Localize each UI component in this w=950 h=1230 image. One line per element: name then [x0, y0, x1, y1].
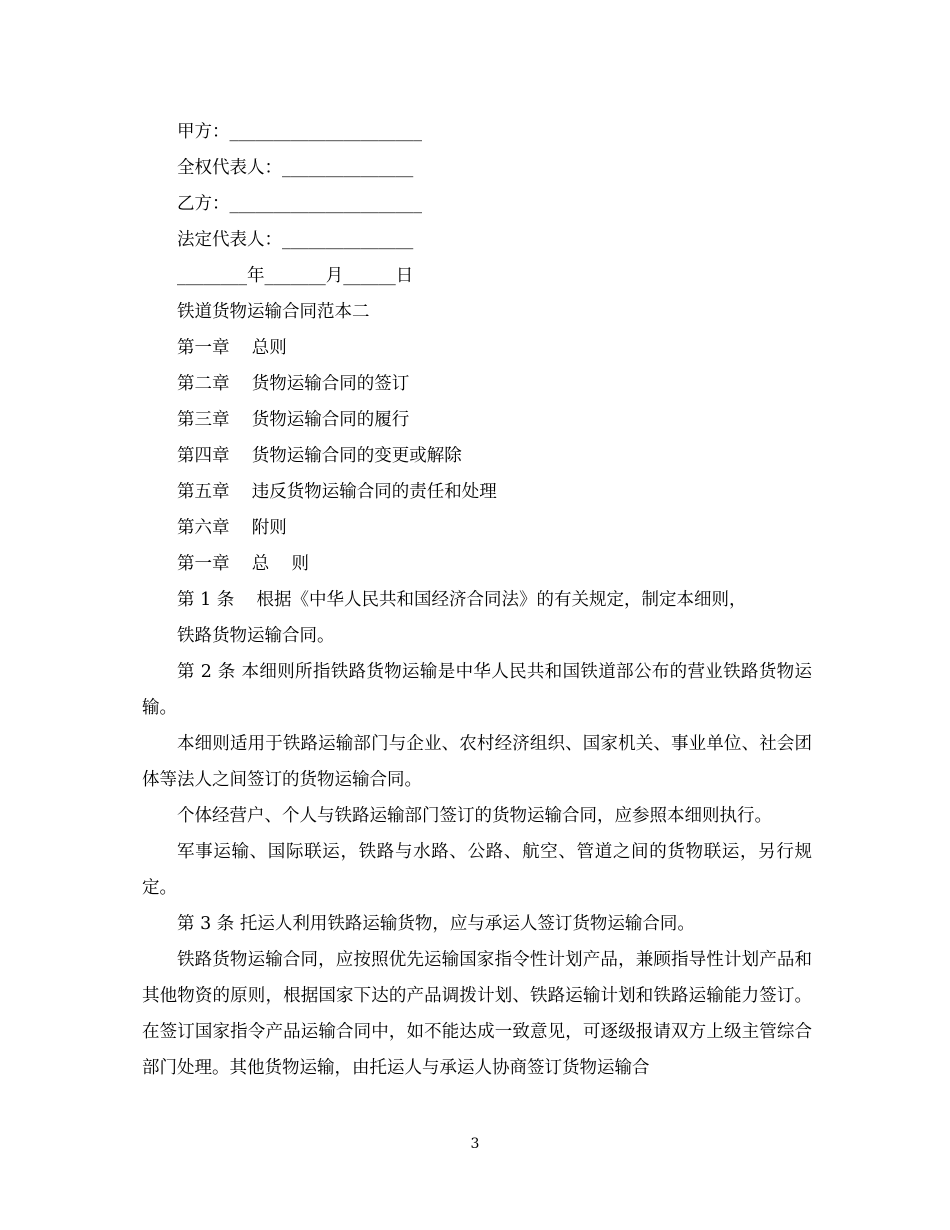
body-paragraph: 军事运输、国际联运，铁路与水路、公路、航空、管道之间的货物联运，另行规定。 [142, 842, 812, 898]
party-b-representative-line: 法定代表人：_______________ [177, 230, 414, 250]
party-a-representative-line: 全权代表人：_______________ [177, 158, 414, 178]
article-1-line-1: 第 1 条 根据《中华人民共和国经济合同法》的有关规定，制定本细则， [177, 590, 747, 610]
toc-item: 第一章 总则 [177, 338, 287, 358]
toc-item: 第五章 违反货物运输合同的责任和处理 [177, 482, 497, 502]
toc-item: 第四章 货物运输合同的变更或解除 [177, 446, 462, 466]
article-3-paragraph: 第 3 条 托运人利用铁路运输货物，应与承运人签订货物运输合同。 [177, 914, 695, 934]
article-1-line-2: 铁路货物运输合同。 [177, 626, 335, 646]
toc-item: 第六章 附则 [177, 518, 287, 538]
chapter-heading: 第一章 总 则 [177, 554, 310, 574]
party-a-line: 甲方：______________________ [177, 122, 422, 142]
toc-item: 第二章 货物运输合同的签订 [177, 374, 410, 394]
body-paragraph: 个体经营户、个人与铁路运输部门签订的货物运输合同，应参照本细则执行。 [177, 806, 772, 826]
body-paragraph: 铁路货物运输合同，应按照优先运输国家指令性计划产品，兼顾指导性计划产品和其他物资的原则，根据国家下达的产品调拨计划、铁路运输计划和铁路运输能力签订。在签订国家指令产品运输合同中，如不能达成一致意见，可逐级报请双方上级主管综合部门处理。其他货物运输，由托运人与承运人协商签订货物运输合 [142, 950, 812, 1078]
party-b-line: 乙方：______________________ [177, 194, 422, 214]
toc-item: 第三章 货物运输合同的履行 [177, 410, 410, 430]
document-title: 铁道货物运输合同范本二 [177, 302, 370, 322]
article-2-paragraph: 第 2 条 本细则所指铁路货物运输是中华人民共和国铁道部公布的营业铁路货物运输。 [142, 662, 812, 718]
body-paragraph: 本细则适用于铁路运输部门与企业、农村经济组织、国家机关、事业单位、社会团体等法人之间签订的货物运输合同。 [142, 734, 812, 790]
document-body [142, 114, 812, 1086]
date-line: ________年_______月______日 [177, 266, 414, 286]
page-number: 3 [470, 1136, 480, 1152]
